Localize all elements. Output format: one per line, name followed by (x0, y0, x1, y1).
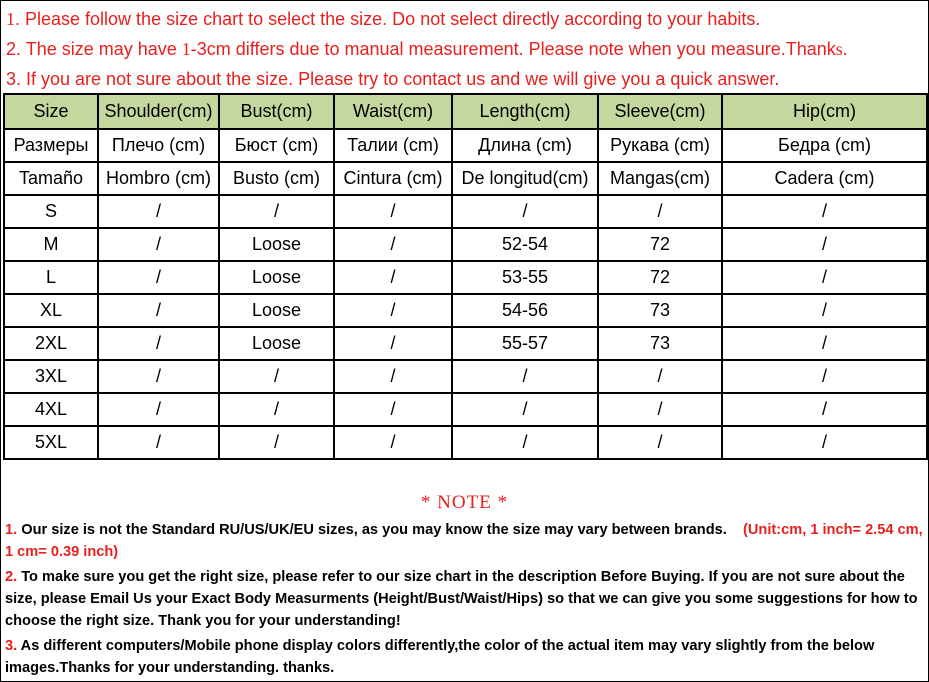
spanish-label-row-cell: De longitud(cm) (452, 162, 598, 195)
russian-label-row (4, 129, 927, 162)
note-text: To make sure you get the right size, please refer to our size chart in the description Before Buying. If you are not sure about the size, please Email Us your Exact Body Measurments (Height/Bust/Waist/Hips) so that we can give you some suggestions for how to choose the right size. Thank you for your understanding! (5, 569, 918, 629)
measurement-cell: / (98, 393, 219, 426)
measurement-cell: / (98, 426, 219, 459)
measurement-cell: / (452, 195, 598, 228)
size-row (4, 195, 927, 228)
size-label-cell: S (4, 195, 98, 228)
note-number: 3. (5, 638, 18, 654)
measurement-cell: 73 (598, 327, 722, 360)
notes-section (5, 519, 923, 682)
measurement-cell: / (334, 294, 452, 327)
measurement-cell: / (598, 393, 722, 426)
measurement-cell: Loose (219, 261, 334, 294)
measurement-cell: / (219, 393, 334, 426)
measurement-cell: / (722, 195, 927, 228)
size-row (4, 393, 927, 426)
measurement-cell: Loose (219, 228, 334, 261)
top-note-number: 1 (6, 9, 15, 29)
header-row-cell: Hip(cm) (722, 94, 927, 129)
size-row (4, 327, 927, 360)
measurement-cell: / (722, 393, 927, 426)
note-3 (5, 635, 923, 679)
header-row-cell: Sleeve(cm) (598, 94, 722, 129)
note-title: * NOTE * (420, 492, 509, 513)
russian-label-row-cell: Бюст (cm) (219, 129, 334, 162)
measurement-cell: / (219, 426, 334, 459)
size-label-cell: 2XL (4, 327, 98, 360)
measurement-cell: / (334, 228, 452, 261)
header-row-cell: Shoulder(cm) (98, 94, 219, 129)
spanish-label-row (4, 162, 927, 195)
measurement-cell: / (722, 426, 927, 459)
size-row (4, 294, 927, 327)
top-note-text: . If you are not sure about the size. Please try to contact us and we will give you a quick answer. (16, 69, 780, 89)
note-1 (5, 519, 923, 563)
note-2 (5, 566, 923, 632)
size-label-cell: 5XL (4, 426, 98, 459)
top-note-1 (6, 4, 925, 34)
measurement-cell: / (452, 393, 598, 426)
measurement-cell: / (452, 426, 598, 459)
measurement-cell: / (722, 228, 927, 261)
size-row (4, 261, 927, 294)
measurement-cell: / (452, 360, 598, 393)
measurement-cell: / (722, 360, 927, 393)
size-label-cell: 4XL (4, 393, 98, 426)
measurement-cell: / (722, 327, 927, 360)
russian-label-row-cell: Рукава (cm) (598, 129, 722, 162)
top-note-text-2: -3cm differs due to manual measurement. Please note when you measure.Thank (190, 39, 836, 59)
measurement-cell: / (598, 195, 722, 228)
measurement-cell: / (334, 327, 452, 360)
measurement-cell: / (334, 426, 452, 459)
size-row (4, 426, 927, 459)
measurement-cell: 52-54 (452, 228, 598, 261)
size-row (4, 228, 927, 261)
top-note-3 (6, 64, 925, 94)
measurement-cell: / (219, 360, 334, 393)
top-note-tail: s. (835, 39, 848, 59)
measurement-cell: / (334, 360, 452, 393)
spanish-label-row-cell: Cintura (cm) (334, 162, 452, 195)
top-note-range: 1 (181, 39, 191, 59)
measurement-cell: / (98, 261, 219, 294)
spanish-label-row-cell: Hombro (cm) (98, 162, 219, 195)
top-note-text: . Please follow the size chart to select the size. Do not select directly according to your habits. (15, 9, 761, 29)
measurement-cell: Loose (219, 294, 334, 327)
size-row (4, 360, 927, 393)
measurement-cell: / (334, 261, 452, 294)
measurement-cell: 72 (598, 261, 722, 294)
top-note-number: 3 (6, 69, 17, 89)
spanish-label-row-cell: Tamaño (4, 162, 98, 195)
measurement-cell: 55-57 (452, 327, 598, 360)
size-label-cell: 3XL (4, 360, 98, 393)
measurement-cell: Loose (219, 327, 334, 360)
size-chart-table (3, 93, 928, 460)
top-note-2 (6, 34, 925, 64)
measurement-cell: 72 (598, 228, 722, 261)
measurement-cell: / (98, 360, 219, 393)
header-row-cell: Bust(cm) (219, 94, 334, 129)
measurement-cell: / (598, 426, 722, 459)
measurement-cell: / (334, 393, 452, 426)
measurement-cell: 73 (598, 294, 722, 327)
measurement-cell: 53-55 (452, 261, 598, 294)
measurement-cell: / (334, 195, 452, 228)
size-label-cell: XL (4, 294, 98, 327)
note-unit: (Unit:cm, 1 inch= 2.54 cm, 1 cm= 0.39 inch) (5, 522, 923, 560)
top-note-text: . The size may have (16, 39, 182, 59)
russian-label-row-cell: Плечо (cm) (98, 129, 219, 162)
size-label-cell: M (4, 228, 98, 261)
header-row-cell: Size (4, 94, 98, 129)
measurement-cell: / (98, 294, 219, 327)
note-text: As different computers/Mobile phone display colors differently,the color of the actual item may vary slightly from the below images.Thanks for your understanding. thanks. (5, 638, 875, 676)
note-text: Our size is not the Standard RU/US/UK/EU sizes, as you may know the size may vary between brands. (17, 522, 727, 538)
measurement-cell: / (722, 261, 927, 294)
measurement-cell: / (98, 327, 219, 360)
header-row-cell: Waist(cm) (334, 94, 452, 129)
measurement-cell: / (722, 294, 927, 327)
russian-label-row-cell: Бедра (cm) (722, 129, 927, 162)
russian-label-row-cell: Размеры (4, 129, 98, 162)
header-row-cell: Length(cm) (452, 94, 598, 129)
top-notes (6, 4, 925, 94)
russian-label-row-cell: Длина (cm) (452, 129, 598, 162)
note-number: 1. (5, 522, 18, 538)
size-label-cell: L (4, 261, 98, 294)
measurement-cell: / (598, 360, 722, 393)
spanish-label-row-cell: Mangas(cm) (598, 162, 722, 195)
spanish-label-row-cell: Cadera (cm) (722, 162, 927, 195)
top-note-number: 2 (6, 39, 17, 59)
note-number: 2. (5, 569, 18, 585)
measurement-cell: / (98, 195, 219, 228)
measurement-cell: / (219, 195, 334, 228)
spanish-label-row-cell: Busto (cm) (219, 162, 334, 195)
measurement-cell: 54-56 (452, 294, 598, 327)
header-row (4, 94, 927, 129)
russian-label-row-cell: Талии (cm) (334, 129, 452, 162)
measurement-cell: / (98, 228, 219, 261)
